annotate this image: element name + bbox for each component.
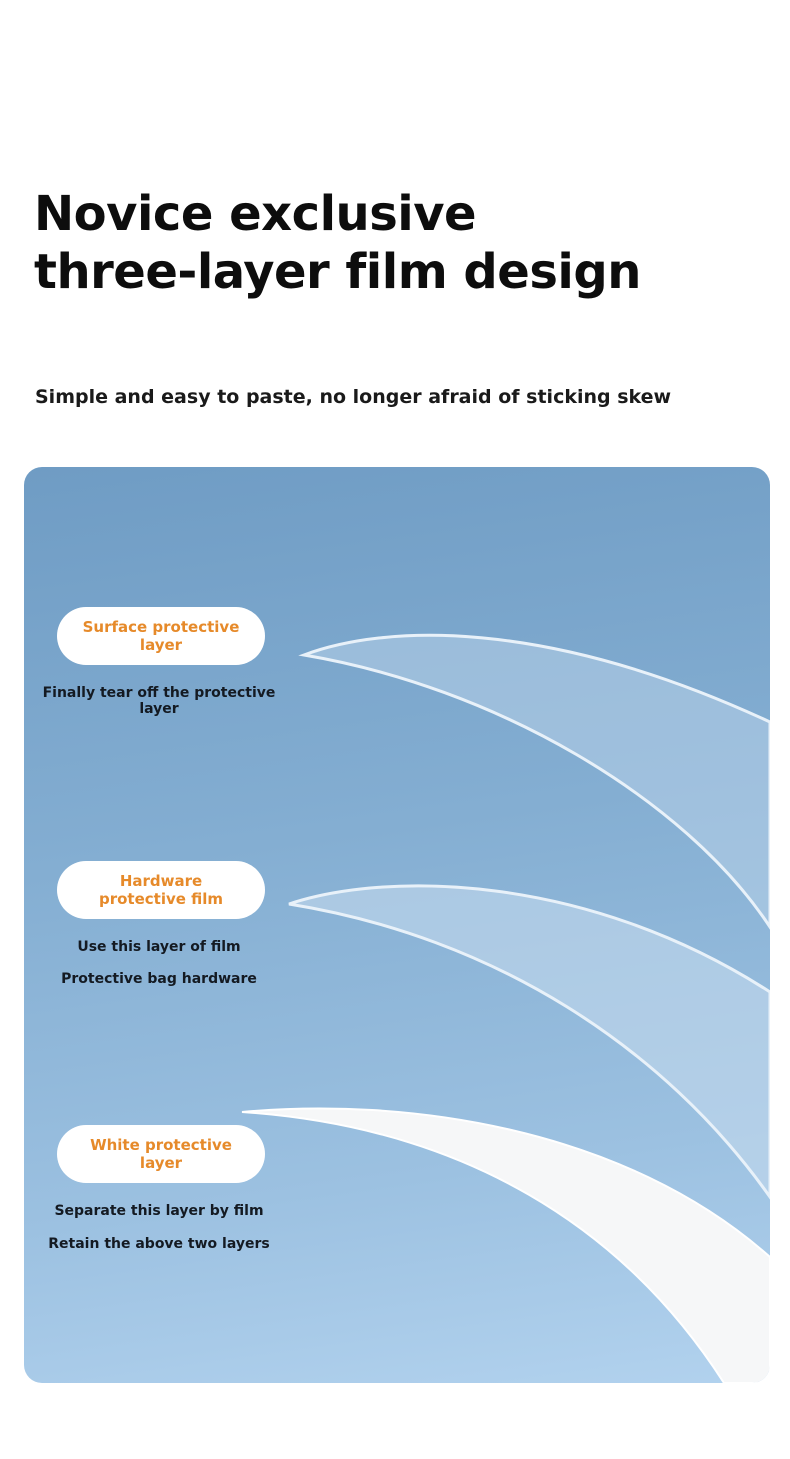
surface-film-shape — [304, 635, 770, 927]
page-subtitle: Simple and easy to paste, no longer afraid of sticking skew — [35, 386, 672, 408]
layer-label-white: White protective layer — [57, 1125, 265, 1183]
layer-note-surface-1: Finally tear off the protective layer — [42, 685, 276, 717]
layer-note-white-1: Separate this layer by film — [54, 1203, 264, 1219]
layer-note-hardware-2: Protective bag hardware — [61, 971, 257, 987]
layer-label-hardware: Hardware protective film — [57, 861, 265, 919]
title-line-2: three-layer film design — [34, 244, 641, 300]
layer-note-hardware-1: Use this layer of film — [77, 939, 241, 955]
layer-note-white-2: Retain the above two layers — [48, 1236, 270, 1252]
title-line-1: Novice exclusive — [34, 186, 477, 242]
white-film-shape — [242, 1108, 770, 1383]
layer-label-surface: Surface protective layer — [57, 607, 265, 665]
page-title — [34, 185, 641, 301]
film-layers-illustration — [24, 467, 770, 1383]
